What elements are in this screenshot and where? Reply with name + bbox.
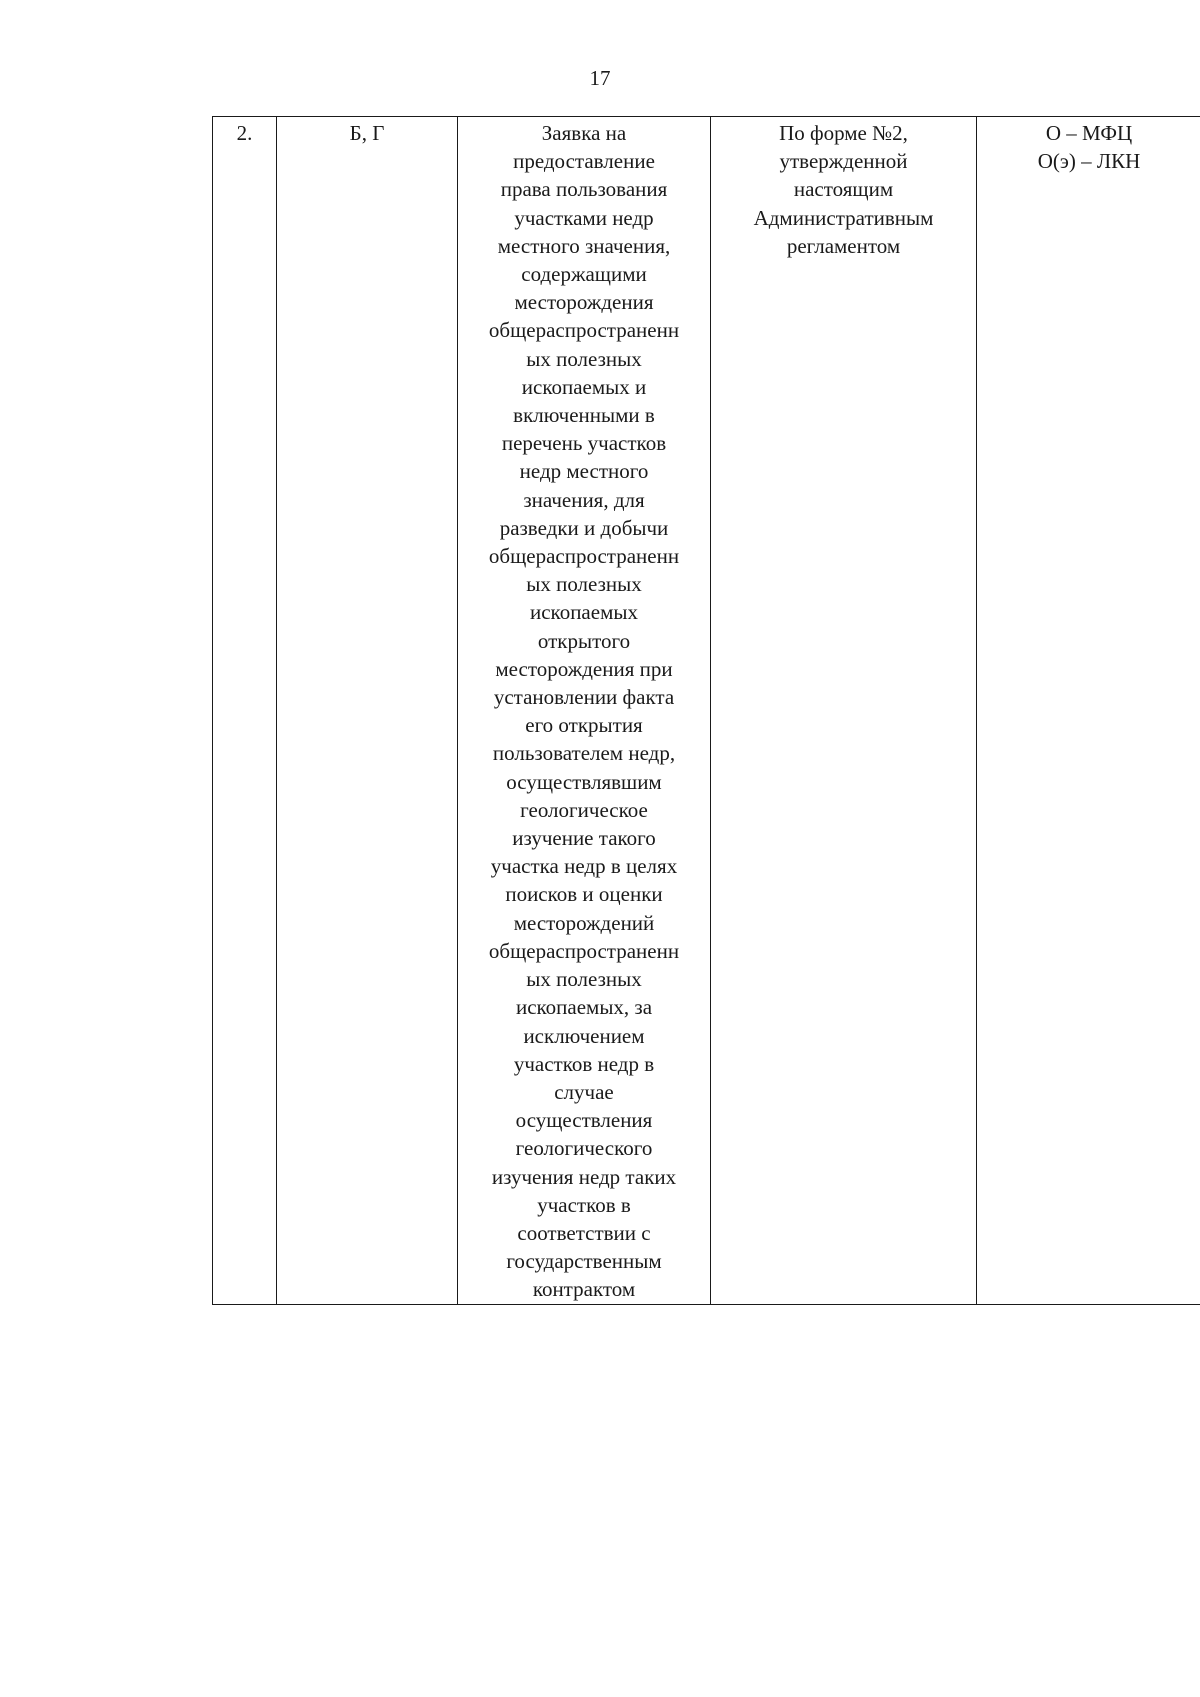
document-name-line: участками недр — [514, 205, 654, 230]
form-line: Административным — [753, 205, 934, 230]
document-name-cell — [458, 117, 711, 1305]
document-name-line: ых полезных — [526, 967, 642, 992]
document-name-line: разведки и добычи — [499, 515, 669, 540]
document-name-line: участка недр в целях — [490, 854, 678, 879]
document-name-line: контрактом — [532, 1277, 636, 1302]
document-name-line: предоставление — [513, 149, 655, 174]
document-name-line: недр местного — [519, 459, 649, 484]
document-name-line: включенными в — [513, 403, 655, 428]
document-name-line: ых полезных — [526, 346, 642, 371]
document-name-line: исключением — [523, 1023, 645, 1048]
document-name-line: установлении факта — [493, 685, 675, 710]
document-name-line: открытого — [537, 628, 631, 653]
document-name-line: участков в — [537, 1192, 631, 1217]
channel-line: О – МФЦ — [1045, 121, 1133, 145]
document-name-line: ископаемых — [530, 600, 638, 625]
document-name-line: его открытия — [525, 713, 643, 738]
document-name-line: пользователем недр, — [492, 741, 676, 766]
document-name-line: соответствии с — [517, 1220, 651, 1245]
document-name-line: поисков и оценки — [505, 882, 663, 907]
table-row — [213, 117, 1200, 1305]
document-name-line: перечень участков — [501, 431, 667, 456]
document-name-line: ископаемых и — [521, 374, 647, 399]
document-name-line: местного значения, — [497, 233, 671, 258]
form-line: По форме №2, — [779, 121, 908, 145]
document-name-line: государственным — [506, 1249, 662, 1274]
document-name-line: общераспространенн — [488, 544, 680, 569]
document-name-line: месторождений — [513, 910, 655, 935]
document-name-line: осуществления — [515, 1108, 653, 1133]
submission-channel-cell — [977, 117, 1200, 1305]
document-name-line: Заявка на — [541, 121, 627, 145]
document-name-line: общераспространенн — [488, 318, 680, 343]
page-number: 17 — [589, 66, 611, 90]
form-cell — [711, 117, 977, 1305]
form-line: регламентом — [786, 233, 901, 258]
document-name-line: ых полезных — [526, 572, 642, 597]
document-name-line: геологическое — [520, 797, 648, 822]
document-name-line: случае — [554, 1079, 614, 1104]
category-cell: Б, Г — [277, 117, 458, 1305]
document-name-line: содержащими — [521, 262, 647, 287]
document-name-line: права пользования — [500, 177, 668, 202]
document-name-line: месторождения при — [495, 656, 673, 681]
channel-line: О(э) – ЛКН — [1037, 149, 1141, 174]
document-name-line: значения, для — [523, 487, 645, 512]
document-name-line: осуществлявшим — [506, 769, 662, 794]
document-table — [212, 116, 1200, 1305]
form-line: утвержденной — [779, 149, 908, 174]
document-name-line: общераспространенн — [488, 938, 680, 963]
document-name-line: участков недр в — [513, 1051, 655, 1076]
document-name-line: месторождения — [514, 290, 654, 315]
form-line: настоящим — [793, 177, 894, 202]
document-name-line: изучения недр таких — [491, 1164, 677, 1189]
document-name-line: геологического — [515, 1136, 653, 1161]
row-number-cell: 2. — [213, 117, 277, 1305]
document-name-line: ископаемых, за — [515, 995, 653, 1020]
document-name-line: изучение такого — [512, 826, 656, 851]
